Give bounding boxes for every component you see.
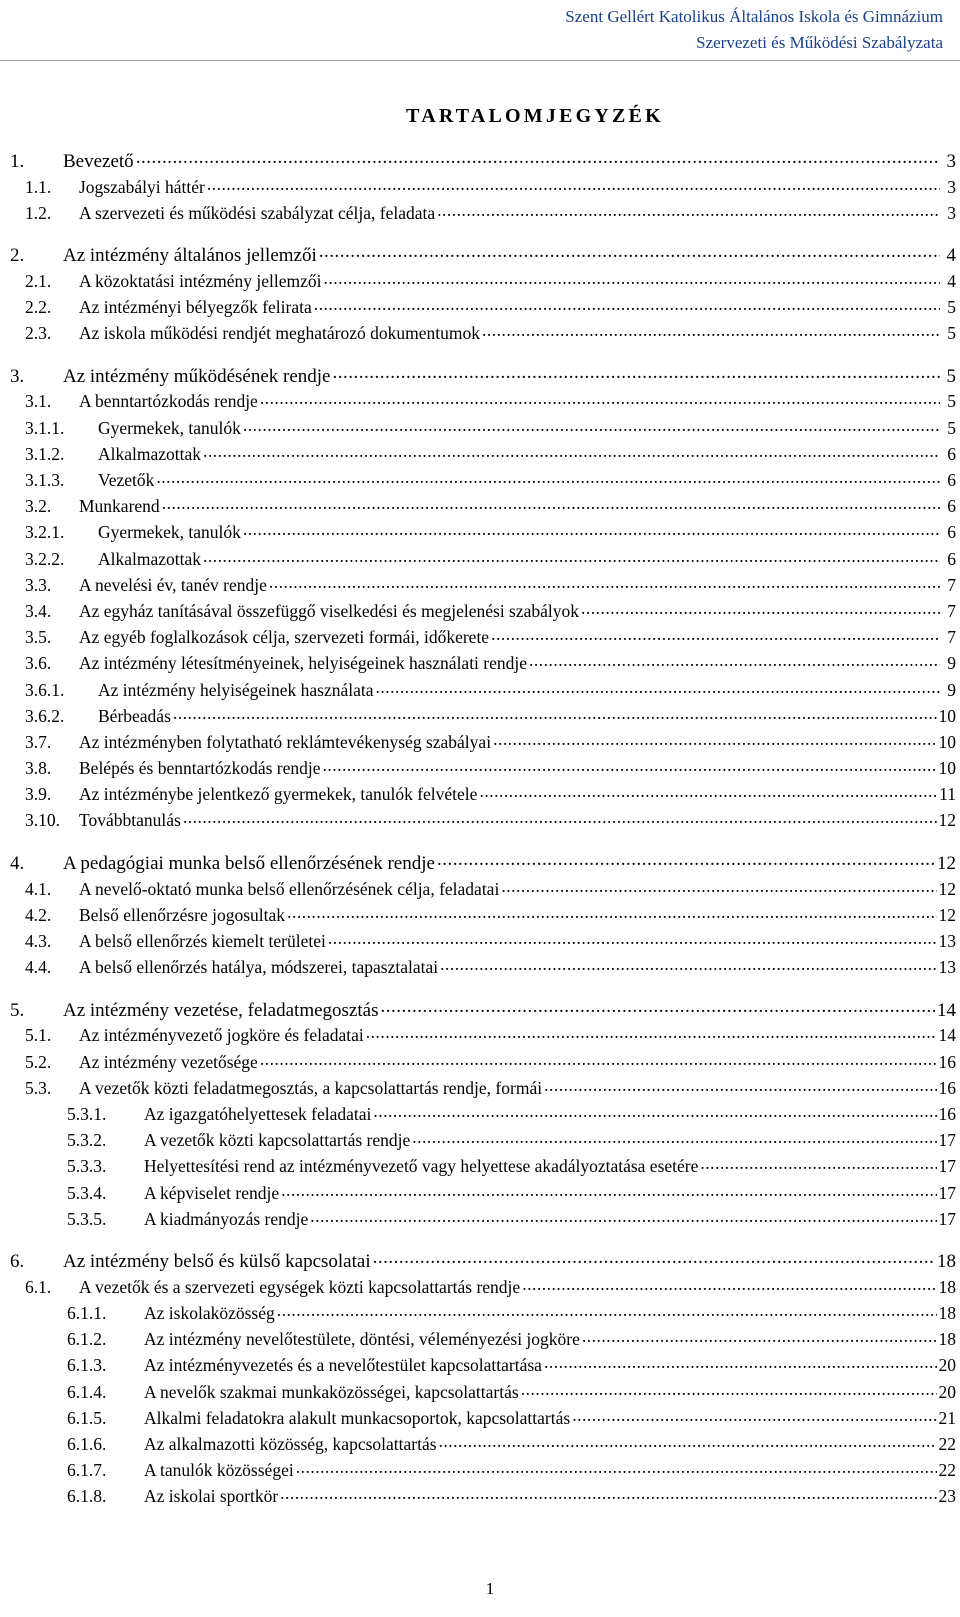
toc-entry[interactable] bbox=[10, 296, 956, 322]
toc-entry-number: 3.1.1. bbox=[25, 417, 65, 438]
toc-entry-title: A pedagógiai munka belső ellenőrzésének rendje bbox=[63, 853, 435, 875]
toc-entry[interactable] bbox=[10, 730, 956, 756]
toc-dot-leader bbox=[380, 997, 935, 1016]
toc-entry-number: 5.3.3. bbox=[67, 1156, 107, 1177]
toc-entry-page: 6 bbox=[947, 496, 956, 517]
toc-entry-number: 5.3.2. bbox=[67, 1130, 107, 1151]
toc-entry-title: Az intézmény létesítményeinek, helyiségeinek használati rendje bbox=[79, 653, 528, 674]
toc-entry-title: Alkalmi feladatokra alakult munkacsoportok, kapcsolattartás bbox=[144, 1407, 571, 1428]
toc-dot-leader bbox=[203, 442, 940, 460]
toc-entry[interactable] bbox=[10, 626, 956, 652]
page-number: 1 bbox=[485, 1579, 495, 1598]
toc-entry-number: 5.2. bbox=[25, 1051, 52, 1072]
toc-entry-number: 3.2.2. bbox=[25, 548, 65, 569]
toc-entry-page: 5 bbox=[947, 417, 956, 438]
toc-entry-title: Az iskolaközösség bbox=[144, 1303, 275, 1324]
toc-entry-page: 5 bbox=[947, 297, 956, 318]
toc-entry[interactable] bbox=[10, 442, 956, 468]
toc-entry[interactable] bbox=[10, 547, 956, 573]
toc-entry-number: 2.2. bbox=[25, 297, 52, 318]
toc-entry-page: 21 bbox=[938, 1407, 956, 1428]
toc-entry-number: 6.1.7. bbox=[67, 1460, 107, 1481]
toc-entry-number: 3.2. bbox=[25, 496, 52, 517]
toc-entry[interactable] bbox=[10, 809, 956, 835]
toc-entry-page: 17 bbox=[938, 1208, 956, 1229]
toc-entry[interactable] bbox=[10, 175, 956, 201]
toc-entry-title: Az intézményben folytatható reklámtevékenység szabályai bbox=[79, 731, 492, 752]
toc-entry-number: 2. bbox=[10, 245, 25, 267]
toc-entry[interactable] bbox=[10, 269, 956, 295]
toc-entry-page: 13 bbox=[938, 957, 956, 978]
toc-entry-number: 4. bbox=[10, 853, 25, 875]
toc-dot-leader bbox=[582, 1328, 937, 1346]
toc-dot-leader bbox=[373, 1248, 935, 1267]
toc-entry-number: 3.7. bbox=[25, 731, 52, 752]
toc-title: TARTALOMJEGYZÉK bbox=[406, 105, 664, 127]
toc-entry-number: 3.3. bbox=[25, 574, 52, 595]
toc-entry[interactable] bbox=[10, 678, 956, 704]
toc-dot-leader bbox=[296, 1459, 937, 1477]
toc-entry-title: A szervezeti és működési szabályzat célja, feladata bbox=[79, 202, 436, 223]
header-document-name: Szervezeti és Működési Szabályzata bbox=[696, 33, 943, 52]
toc-entry[interactable] bbox=[10, 783, 956, 809]
toc-entry-page: 14 bbox=[938, 1025, 956, 1046]
toc-entry-title: A vezetők és a szervezeti egységek közti kapcsolattartás rendje bbox=[79, 1276, 521, 1297]
toc-entry[interactable] bbox=[10, 1155, 956, 1181]
toc-dot-leader bbox=[269, 573, 940, 591]
toc-entry[interactable] bbox=[10, 416, 956, 442]
toc-entry-title: A vezetők közti kapcsolattartás rendje bbox=[144, 1130, 411, 1151]
toc-entry-number: 3.6.1. bbox=[25, 679, 65, 700]
toc-dot-leader bbox=[323, 757, 937, 775]
toc-entry-page: 6 bbox=[947, 470, 956, 490]
toc-dot-leader bbox=[243, 521, 940, 539]
toc-entry-page: 3 bbox=[947, 202, 956, 223]
toc-entry-number: 6.1.4. bbox=[67, 1381, 107, 1402]
toc-entry-page: 18 bbox=[938, 1329, 956, 1350]
toc-entry-page: 18 bbox=[938, 1303, 956, 1324]
toc-entry-title: A nevelők szakmai munkaközösségei, kapcsolattartás bbox=[144, 1381, 519, 1402]
toc-dot-leader bbox=[529, 652, 940, 670]
toc-dot-leader bbox=[544, 1354, 937, 1372]
toc-entry-number: 3.6.2. bbox=[25, 705, 65, 726]
toc-entry-number: 3.1. bbox=[25, 391, 52, 412]
toc-entry-title: A belső ellenőrzés hatálya, módszerei, tapasztalatai bbox=[79, 957, 439, 978]
toc-entry-page: 13 bbox=[938, 931, 956, 951]
toc-entry[interactable] bbox=[10, 1485, 956, 1511]
toc-entry-number: 3.1.2. bbox=[25, 443, 65, 464]
toc-entry[interactable] bbox=[10, 1459, 956, 1485]
toc-entry-page: 12 bbox=[937, 853, 956, 875]
toc-dot-leader bbox=[412, 1129, 936, 1147]
toc-entry[interactable] bbox=[10, 956, 956, 982]
toc-entry-title: Az egyéb foglalkozások célja, szervezeti formái, időkerete bbox=[79, 627, 490, 648]
toc-entry-title: Gyermekek, tanulók bbox=[98, 417, 241, 438]
toc-entry-number: 3.10. bbox=[25, 810, 60, 831]
toc-entry-title: Alkalmazottak bbox=[98, 443, 202, 464]
toc-entry-page: 20 bbox=[938, 1381, 956, 1402]
toc-entry-title: Helyettesítési rend az intézményvezető vagy helyettese akadályoztatása esetére bbox=[144, 1156, 699, 1177]
header-divider bbox=[0, 60, 960, 61]
toc-dot-leader bbox=[437, 850, 935, 869]
toc-entry-number: 1.1. bbox=[25, 176, 52, 197]
toc-entry-number: 5.3.1. bbox=[67, 1103, 107, 1124]
toc-dot-leader bbox=[324, 269, 941, 287]
toc-dot-leader bbox=[479, 783, 937, 801]
toc-dot-leader bbox=[373, 1102, 936, 1120]
toc-entry-title: A belső ellenőrzés kiemelt területei bbox=[79, 931, 326, 951]
toc-entry[interactable] bbox=[10, 148, 956, 175]
toc-entry-page: 4 bbox=[947, 270, 956, 291]
toc-entry-page: 12 bbox=[938, 810, 956, 831]
toc-entry[interactable] bbox=[10, 997, 956, 1024]
toc-entry-page: 12 bbox=[938, 904, 956, 925]
toc-entry-page: 16 bbox=[938, 1103, 956, 1124]
toc-dot-leader bbox=[700, 1155, 936, 1173]
toc-entry-number: 3.5. bbox=[25, 627, 52, 648]
toc-entry-title: Az intézménybe jelentkező gyermekek, tanulók felvétele bbox=[79, 784, 478, 805]
toc-entry[interactable] bbox=[10, 1380, 956, 1406]
toc-entry[interactable] bbox=[10, 1024, 956, 1050]
toc-dot-leader bbox=[287, 903, 936, 921]
toc-entry-page: 6 bbox=[947, 443, 956, 464]
toc-entry-page: 6 bbox=[947, 548, 956, 569]
toc-entry-number: 5. bbox=[10, 999, 25, 1021]
toc-entry[interactable] bbox=[10, 1207, 956, 1233]
toc-entry-number: 3.1.3. bbox=[25, 470, 65, 490]
toc-entry-page: 22 bbox=[938, 1434, 956, 1454]
toc-dot-leader bbox=[572, 1406, 936, 1424]
toc-entry-title: A benntartózkodás rendje bbox=[79, 391, 258, 412]
toc-entry-title: Az iskolai sportkör bbox=[144, 1486, 279, 1507]
toc-entry-page: 17 bbox=[938, 1156, 956, 1177]
toc-entry-number: 5.3.5. bbox=[67, 1208, 107, 1229]
toc-entry-number: 6.1.6. bbox=[67, 1434, 107, 1454]
toc-entry-number: 5.3.4. bbox=[67, 1182, 107, 1203]
toc-entry-page: 9 bbox=[947, 653, 956, 674]
toc-entry-page: 18 bbox=[937, 1251, 956, 1273]
toc-entry-title: Az alkalmazotti közösség, kapcsolattartás bbox=[144, 1434, 437, 1454]
toc-entry-title: Az intézményvezetés és a nevelőtestület kapcsolattartása bbox=[144, 1355, 542, 1376]
toc-entry-title: A vezetők közti feladatmegosztás, a kapcsolattartás rendje, formái bbox=[79, 1077, 543, 1098]
toc-dot-leader bbox=[281, 1181, 936, 1199]
toc-entry-number: 4.3. bbox=[25, 931, 52, 951]
toc-entry[interactable] bbox=[10, 495, 956, 521]
toc-entry-page: 10 bbox=[938, 731, 956, 752]
toc-dot-leader bbox=[277, 1302, 937, 1320]
toc-dot-leader bbox=[310, 1207, 936, 1225]
toc-entry-title: Az intézmény nevelőtestülete, döntési, véleményezési jogköre bbox=[144, 1329, 580, 1350]
toc-entry-number: 6.1. bbox=[25, 1276, 52, 1297]
toc-entry-title: Bérbeadás bbox=[98, 705, 171, 726]
toc-entry-number: 3.4. bbox=[25, 600, 52, 621]
toc-entry-page: 18 bbox=[938, 1276, 956, 1297]
toc-dot-leader bbox=[162, 495, 940, 513]
toc-dot-leader bbox=[328, 930, 937, 948]
toc-entry-title: Az intézmény vezetése, feladatmegosztás bbox=[63, 999, 379, 1021]
table-of-contents bbox=[10, 148, 956, 1511]
toc-entry-page: 16 bbox=[938, 1077, 956, 1098]
toc-dot-leader bbox=[376, 678, 940, 696]
toc-entry-page: 3 bbox=[947, 176, 956, 197]
toc-entry-title: Az intézmény helyiségeinek használata bbox=[98, 679, 374, 700]
toc-entry-page: 5 bbox=[947, 391, 956, 412]
toc-entry-page: 7 bbox=[947, 627, 956, 648]
toc-entry-number: 3.8. bbox=[25, 758, 52, 779]
toc-entry-page: 12 bbox=[938, 878, 956, 899]
toc-entry-page: 17 bbox=[938, 1182, 956, 1203]
toc-entry-title: Az intézmény belső és külső kapcsolatai bbox=[63, 1251, 371, 1273]
toc-entry-number: 6.1.8. bbox=[67, 1486, 107, 1507]
toc-entry-page: 4 bbox=[946, 245, 956, 267]
toc-entry[interactable] bbox=[10, 322, 956, 348]
toc-entry[interactable] bbox=[10, 1406, 956, 1432]
toc-entry[interactable] bbox=[10, 521, 956, 547]
toc-entry-title: A kiadmányozás rendje bbox=[144, 1208, 309, 1229]
toc-dot-leader bbox=[332, 363, 940, 382]
toc-entry-page: 20 bbox=[938, 1355, 956, 1376]
toc-entry-number: 3.2.1. bbox=[25, 522, 65, 543]
toc-entry-number: 3.9. bbox=[25, 784, 52, 805]
toc-dot-leader bbox=[482, 322, 940, 340]
toc-entry[interactable] bbox=[10, 469, 956, 495]
toc-entry-page: 6 bbox=[947, 522, 956, 543]
toc-entry-number: 6.1.3. bbox=[67, 1355, 107, 1376]
toc-entry[interactable] bbox=[10, 757, 956, 783]
toc-entry[interactable] bbox=[10, 242, 956, 269]
toc-entry-title: Az iskola működési rendjét meghatározó dokumentumok bbox=[79, 323, 480, 344]
toc-entry-title: Munkarend bbox=[79, 496, 160, 517]
page-header bbox=[565, 4, 943, 56]
toc-entry[interactable] bbox=[10, 877, 956, 903]
toc-entry[interactable] bbox=[10, 1181, 956, 1207]
toc-dot-leader bbox=[136, 148, 940, 167]
toc-entry-page: 16 bbox=[938, 1051, 956, 1072]
toc-entry[interactable] bbox=[10, 1129, 956, 1155]
toc-entry[interactable] bbox=[10, 1050, 956, 1076]
toc-entry-page: 23 bbox=[938, 1486, 956, 1507]
toc-entry-title: Belépés és benntartózkodás rendje bbox=[79, 758, 321, 779]
toc-entry-title: Az intézmény vezetősége bbox=[79, 1051, 258, 1072]
toc-dot-leader bbox=[437, 201, 940, 219]
toc-entry-title: A tanulók közösségei bbox=[144, 1460, 294, 1481]
toc-entry[interactable] bbox=[10, 1354, 956, 1380]
toc-entry-title: A nevelő-oktató munka belső ellenőrzésének célja, feladatai bbox=[79, 878, 500, 899]
toc-dot-leader bbox=[207, 175, 940, 193]
toc-entry-page: 10 bbox=[938, 758, 956, 779]
toc-entry[interactable] bbox=[10, 363, 956, 390]
toc-entry[interactable] bbox=[10, 573, 956, 599]
toc-entry-page: 14 bbox=[937, 999, 956, 1021]
toc-entry-page: 7 bbox=[947, 574, 956, 595]
toc-dot-leader bbox=[280, 1485, 936, 1503]
toc-entry-title: A képviselet rendje bbox=[144, 1182, 280, 1203]
toc-entry-title: Az igazgatóhelyettesek feladatai bbox=[144, 1103, 372, 1124]
toc-entry-title: Az intézmény általános jellemzői bbox=[63, 245, 317, 267]
toc-dot-leader bbox=[544, 1076, 936, 1094]
toc-entry[interactable] bbox=[10, 930, 956, 956]
toc-entry[interactable] bbox=[10, 1302, 956, 1328]
toc-entry-page: 10 bbox=[938, 705, 956, 726]
toc-entry-page: 17 bbox=[938, 1130, 956, 1151]
toc-entry[interactable] bbox=[10, 1433, 956, 1459]
toc-entry-number: 2.1. bbox=[25, 270, 52, 291]
toc-entry[interactable] bbox=[10, 903, 956, 929]
toc-dot-leader bbox=[439, 1433, 937, 1451]
toc-dot-leader bbox=[319, 242, 940, 261]
toc-dot-leader bbox=[366, 1024, 937, 1042]
toc-entry-number: 6. bbox=[10, 1251, 25, 1273]
toc-dot-leader bbox=[260, 1050, 937, 1068]
toc-entry-number: 4.1. bbox=[25, 878, 52, 899]
toc-entry[interactable] bbox=[10, 1076, 956, 1102]
toc-dot-leader bbox=[173, 704, 937, 722]
toc-dot-leader bbox=[440, 956, 936, 974]
toc-entry[interactable] bbox=[10, 704, 956, 730]
toc-entry[interactable] bbox=[10, 1328, 956, 1354]
toc-dot-leader bbox=[183, 809, 937, 827]
toc-dot-leader bbox=[581, 599, 940, 617]
toc-entry[interactable] bbox=[10, 850, 956, 877]
toc-entry-page: 5 bbox=[947, 323, 956, 344]
toc-entry-title: Gyermekek, tanulók bbox=[98, 522, 241, 543]
toc-entry[interactable] bbox=[10, 599, 956, 625]
toc-entry-page: 5 bbox=[946, 365, 956, 387]
toc-entry-number: 3. bbox=[10, 365, 25, 387]
toc-entry[interactable] bbox=[10, 1102, 956, 1128]
toc-entry-title: Az intézmény működésének rendje bbox=[63, 365, 331, 387]
toc-entry[interactable] bbox=[10, 390, 956, 416]
toc-dot-leader bbox=[522, 1275, 936, 1293]
toc-entry-title: Továbbtanulás bbox=[79, 810, 181, 831]
toc-entry-number: 2.3. bbox=[25, 323, 52, 344]
header-school-name: Szent Gellért Katolikus Általános Iskola és Gimnázium bbox=[565, 7, 943, 26]
toc-dot-leader bbox=[156, 469, 940, 487]
toc-dot-leader bbox=[203, 547, 940, 565]
toc-entry[interactable] bbox=[10, 1248, 956, 1275]
toc-entry-title: Az intézményi bélyegzők felirata bbox=[79, 297, 312, 318]
toc-entry-page: 7 bbox=[947, 600, 956, 621]
toc-entry-title: Jogszabályi háttér bbox=[79, 176, 205, 197]
toc-dot-leader bbox=[491, 626, 940, 644]
toc-dot-leader bbox=[260, 390, 940, 408]
toc-entry-page: 9 bbox=[947, 679, 956, 700]
toc-dot-leader bbox=[493, 730, 936, 748]
toc-entry[interactable] bbox=[10, 1275, 956, 1301]
toc-entry-title: Alkalmazottak bbox=[98, 548, 202, 569]
toc-entry-number: 4.4. bbox=[25, 957, 52, 978]
toc-entry-number: 6.1.5. bbox=[67, 1407, 107, 1428]
toc-entry-title: Az egyház tanításával összefüggő viselkedési és megjelenési szabályok bbox=[79, 600, 580, 621]
toc-entry-page: 11 bbox=[939, 784, 956, 805]
toc-entry-title: Vezetők bbox=[98, 470, 155, 490]
toc-entry-title: A nevelési év, tanév rendje bbox=[79, 574, 267, 595]
toc-entry-page: 3 bbox=[946, 151, 956, 172]
toc-entry-number: 1. bbox=[10, 151, 25, 172]
toc-entry-title: Bevezető bbox=[63, 151, 134, 172]
toc-entry-number: 6.1.1. bbox=[67, 1303, 107, 1324]
toc-dot-leader bbox=[243, 416, 940, 434]
toc-entry-page: 22 bbox=[938, 1460, 956, 1481]
toc-entry-title: A közoktatási intézmény jellemzői bbox=[79, 270, 322, 291]
toc-entry-number: 4.2. bbox=[25, 904, 52, 925]
toc-entry[interactable] bbox=[10, 201, 956, 227]
toc-dot-leader bbox=[501, 877, 936, 895]
toc-entry-number: 6.1.2. bbox=[67, 1329, 107, 1350]
toc-dot-leader bbox=[521, 1380, 937, 1398]
toc-entry-number: 5.3. bbox=[25, 1077, 52, 1098]
toc-entry-number: 3.6. bbox=[25, 653, 52, 674]
toc-entry-title: Az intézményvezető jogköre és feladatai bbox=[79, 1025, 364, 1046]
toc-entry-number: 5.1. bbox=[25, 1025, 52, 1046]
toc-entry-title: Belső ellenőrzésre jogosultak bbox=[79, 904, 286, 925]
toc-entry[interactable] bbox=[10, 652, 956, 678]
toc-entry-number: 1.2. bbox=[25, 202, 52, 223]
toc-dot-leader bbox=[314, 296, 940, 314]
